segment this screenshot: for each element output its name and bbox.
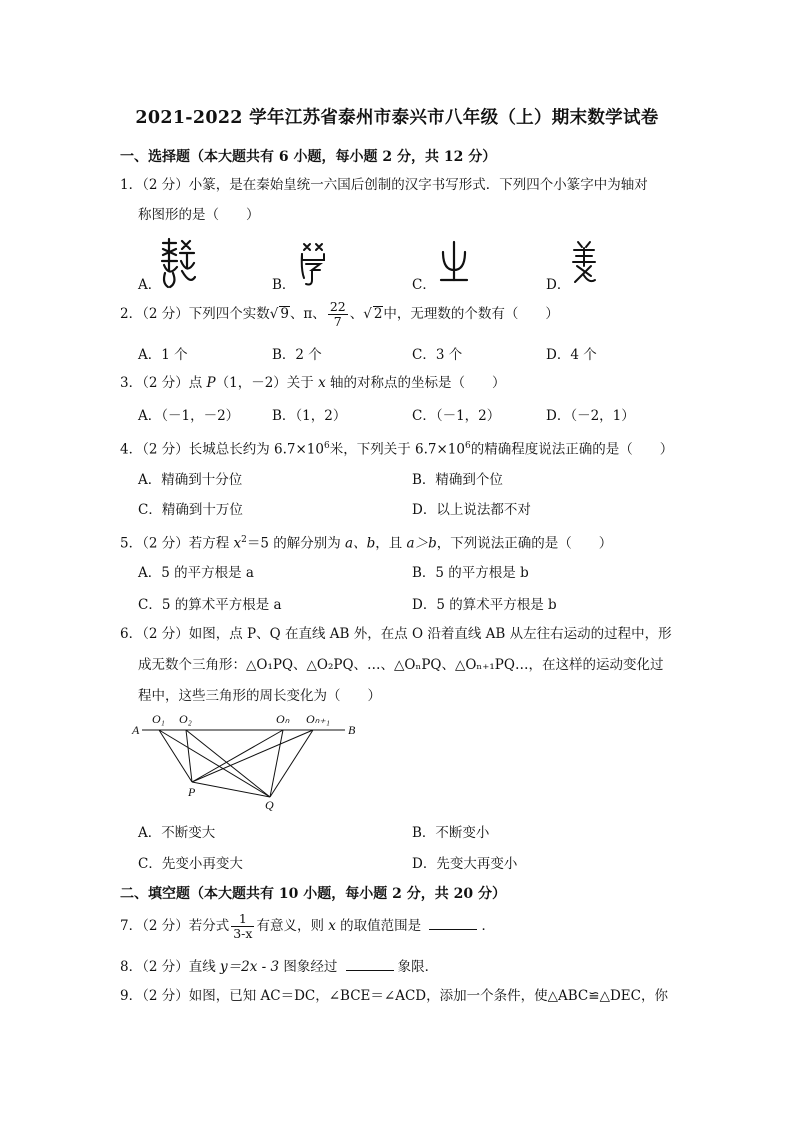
question-5-option-b: B．5 的平方根是 b xyxy=(412,565,529,581)
question-6-option-d: D．先变大再变小 xyxy=(412,856,518,872)
question-3-option-d: D．（－2，1） xyxy=(546,408,635,424)
label-q: Q xyxy=(265,798,274,812)
label-p: P xyxy=(188,785,196,799)
question-2-stem: 2．（2 分）下列四个实数√ 9、π、 $\frac{22}{7}$ 、√ 2中，无理数的个数有（ ） xyxy=(120,299,559,329)
sqrt-2: 2 xyxy=(373,306,383,322)
question-1-option-d: D． xyxy=(546,277,571,293)
question-1-option-a: A． xyxy=(138,277,162,293)
question-5-option-a: A．5 的平方根是 a xyxy=(138,565,254,581)
question-4-option-d: D．以上说法都不对 xyxy=(412,502,531,518)
question-6-figure xyxy=(130,705,370,815)
question-1-line-2: 称图形的是（ ） xyxy=(138,207,260,223)
question-9-stem: 9．（2 分）如图，已知 AC＝DC，∠BCE＝∠ACD，添加一个条件，使△ABC≌△DEC，你 xyxy=(120,988,668,1004)
seal-script-glyph-d xyxy=(571,240,597,286)
question-7-stem: 7．（2 分）若分式 $\frac{1}{3-x}$ 有意义，则 x 的取值范围是 ． xyxy=(120,911,495,941)
label-o2: O₂ xyxy=(179,712,192,726)
label-b: B xyxy=(348,723,356,737)
question-6-line-2: 成无数个三角形：△O₁PQ、△O₂PQ、…、△OₙPQ、△Oₙ₊₁PQ…，在这样的运动变化过 xyxy=(138,657,664,673)
question-5-option-c: C．5 的算术平方根是 a xyxy=(138,597,282,613)
question-5-stem: 5．（2 分）若方程 $x^2=5$ 的解分别为 a、b，且 a＞b，下列说法正确的是（ ） xyxy=(120,535,613,552)
question-5-option-d: D．5 的算术平方根是 b xyxy=(412,597,557,613)
question-3-option-a: A．（－1，－2） xyxy=(138,408,240,424)
fraction-22-7: $\frac{22}{7}$ xyxy=(329,299,346,329)
question-4-option-a: A．精确到十分位 xyxy=(138,472,243,488)
question-6-line-3: 程中，这些三角形的周长变化为（ ） xyxy=(138,688,381,704)
page-title: 2021-2022 学年江苏省泰州市泰兴市八年级（上）期末数学试卷 xyxy=(135,108,659,128)
question-4-option-b: B．精确到个位 xyxy=(412,472,503,488)
question-6-option-b: B．不断变小 xyxy=(412,825,490,841)
question-8-stem: 8．（2 分）直线 y＝2x - 3 图象经过 象限． xyxy=(120,956,438,977)
label-a: A xyxy=(132,723,140,737)
section-heading-choice: 一、选择题（本大题共有 6 小题，每小题 2 分，共 12 分） xyxy=(120,149,497,165)
answer-blank-7[interactable] xyxy=(429,915,477,930)
question-3-option-b: B．（1，2） xyxy=(272,408,347,424)
question-4-stem: 4．（2 分）长城总长约为 $6.7\times 10^6$米，下列关于 $6.7\times 10^6$的精确程度说法正确的是（ ） xyxy=(120,441,674,458)
label-o1: O₁ xyxy=(152,712,165,726)
question-2-option-b: B．2 个 xyxy=(272,347,322,363)
sqrt-9: 9 xyxy=(280,306,289,322)
question-1-option-b: B． xyxy=(272,277,296,293)
question-1-line-1: 1．（2 分）小篆，是在秦始皇统一六国后创制的汉字书写形式．下列四个小篆字中为轴对 xyxy=(120,177,648,193)
question-3-stem: 3．（2 分）点 P（1，－2）关于 x 轴的对称点的坐标是（ ） xyxy=(120,375,506,391)
question-2-option-c: C．3 个 xyxy=(412,347,463,363)
seal-script-glyph-b xyxy=(300,240,326,288)
question-2-option-a: A．1 个 xyxy=(138,347,188,363)
answer-blank-8[interactable] xyxy=(346,956,394,971)
question-3-option-c: C．（－1，2） xyxy=(412,408,501,424)
seal-script-glyph-c xyxy=(439,240,469,284)
question-4-option-c: C．精确到十万位 xyxy=(138,502,243,518)
question-2-option-d: D．4 个 xyxy=(546,347,597,363)
fraction-1-over-3-minus-x: $\frac{1}{3-x}$ xyxy=(233,911,253,941)
section-heading-fill: 二、填空题（本大题共有 10 小题，每小题 2 分，共 20 分） xyxy=(120,886,506,902)
question-1-option-c: C． xyxy=(412,277,436,293)
question-6-option-c: C．先变小再变大 xyxy=(138,856,243,872)
label-on1: Oₙ₊₁ xyxy=(306,712,330,726)
label-on: Oₙ xyxy=(276,712,290,726)
question-6-line-1: 6．（2 分）如图，点 P、Q 在直线 AB 外，在点 O 沿着直线 AB 从左往右运动的过程中，形 xyxy=(120,626,672,642)
seal-script-glyph-a xyxy=(160,237,196,289)
question-6-option-a: A．不断变大 xyxy=(138,825,216,841)
